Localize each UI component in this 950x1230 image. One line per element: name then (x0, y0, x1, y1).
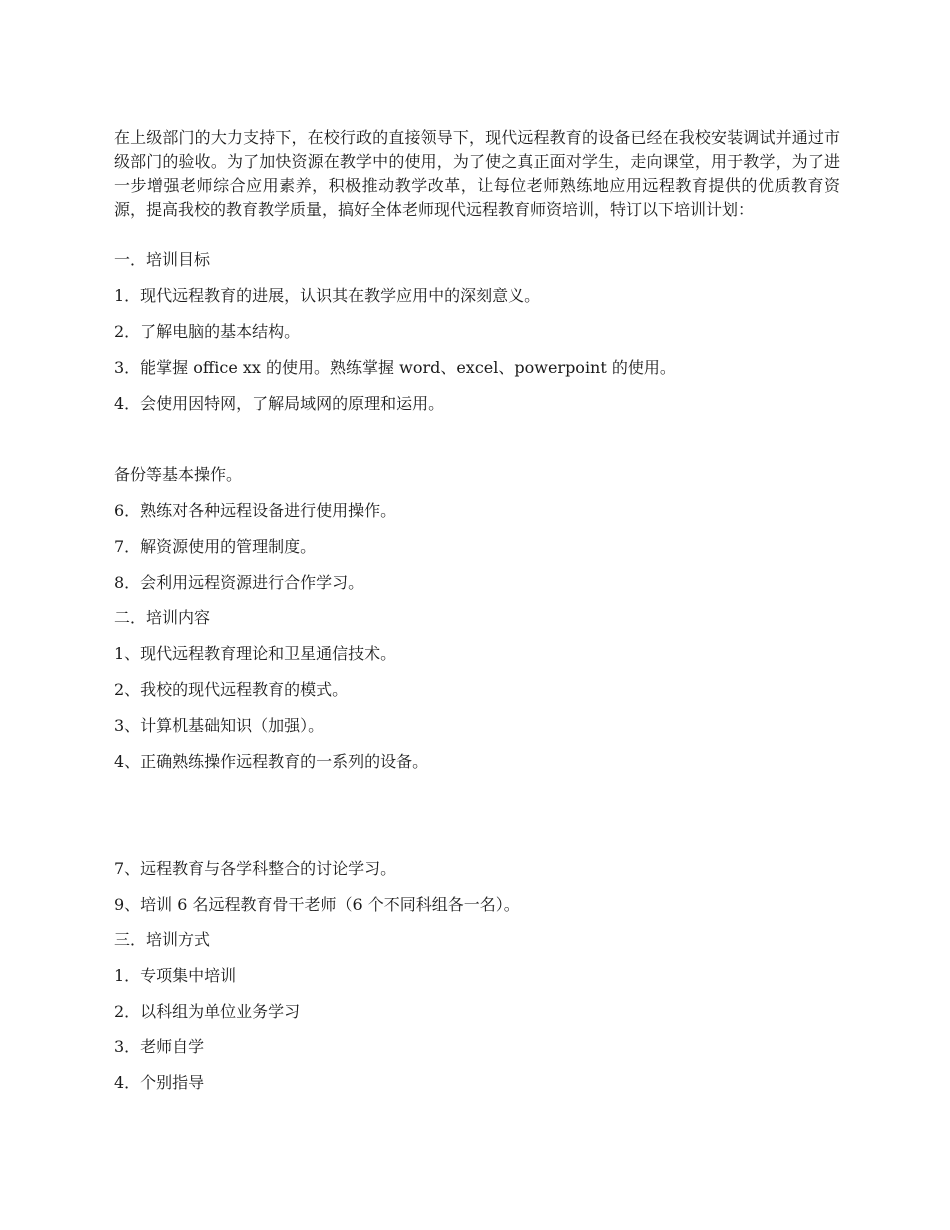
goal-item: 1．现代远程教育的进展，认识其在教学应用中的深刻意义。 (114, 286, 541, 305)
goal-item: 8．会利用远程资源进行合作学习。 (114, 573, 365, 592)
goal-item: 备份等基本操作。 (114, 465, 243, 484)
content-item: 3、计算机基础知识（加强）。 (114, 716, 325, 735)
content-item: 7、远程教育与各学科整合的讨论学习。 (114, 859, 397, 878)
content-item: 1、现代远程教育理论和卫星通信技术。 (114, 644, 397, 663)
goal-item: 4．会使用因特网，了解局域网的原理和运用。 (114, 394, 445, 413)
goal-item: 2．了解电脑的基本结构。 (114, 322, 301, 341)
method-item: 2．以科组为单位业务学习 (114, 1002, 301, 1021)
content-item: 4、正确熟练操作远程教育的一系列的设备。 (114, 752, 429, 771)
content-item: 2、我校的现代远程教育的模式。 (114, 680, 349, 699)
goal-item: 6．熟练对各种远程设备进行使用操作。 (114, 501, 397, 520)
intro-paragraph: 在上级部门的大力支持下，在校行政的直接领导下，现代远程教育的设备已经在我校安装调试并通过市级部门的验收。为了加快资源在教学中的使用，为了使之真正面对学生，走向课堂，用于教学，为了进一步增强老师综合应用素养，积极推动教学改革，让每位老师熟练地应用远程教育提供的优质教育资源，提高我校的教育教学质量，搞好全体老师现代远程教育师资培训，特订以下培训计划： (114, 128, 840, 219)
method-item: 4．个别指导 (114, 1073, 205, 1092)
section-heading-training-goals: 一．培训目标 (114, 250, 211, 269)
goal-item: 7．解资源使用的管理制度。 (114, 537, 317, 556)
section-heading-training-content: 二．培训内容 (114, 608, 211, 627)
method-item: 3．老师自学 (114, 1037, 205, 1056)
method-item: 1．专项集中培训 (114, 966, 237, 985)
section-heading-training-method: 三．培训方式 (114, 930, 211, 949)
goal-item: 3．能掌握 office xx 的使用。熟练掌握 word、excel、powerpoint 的使用。 (114, 358, 676, 377)
content-item: 9、培训 6 名远程教育骨干老师（6 个不同科组各一名）。 (114, 895, 520, 914)
